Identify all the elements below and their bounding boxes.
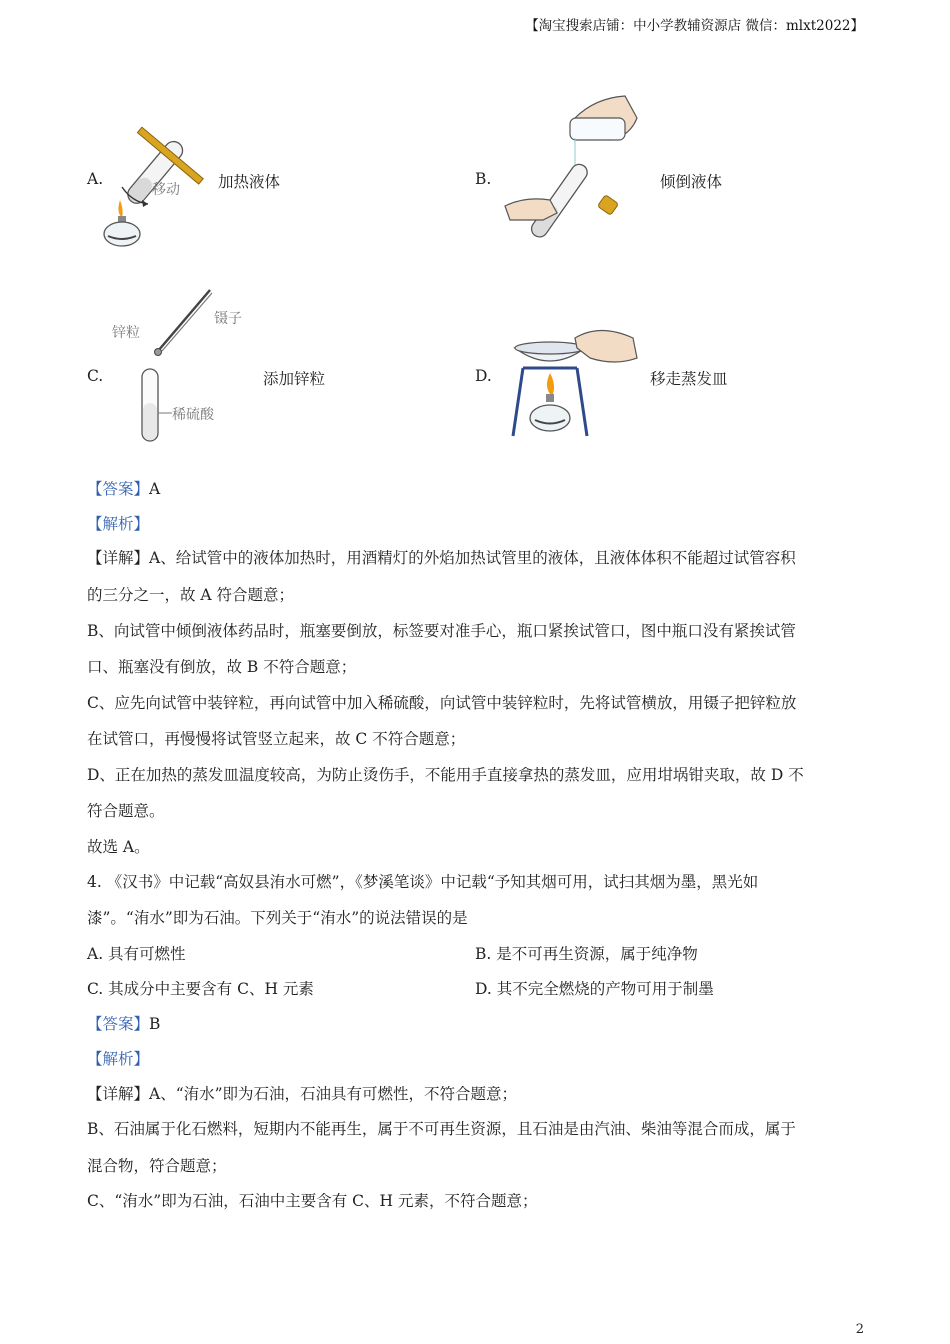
option-d-letter: D. — [475, 367, 492, 385]
q3-line-3: B、向试管中倾倒液体药品时，瓶塞要倒放，标签要对准手心，瓶口紧挨试管口，图中瓶口没有紧挨试管 — [87, 622, 796, 640]
q3-line-7: D、正在加热的蒸发皿温度较高，为防止烫伤手，不能用手直接拿热的蒸发皿，应用坩埚钳夹取，故 D 不 — [87, 766, 804, 784]
q4-option-b: B. 是不可再生资源，属于纯净物 — [475, 945, 698, 963]
image-label-zinc: 锌粒 — [112, 325, 140, 341]
option-b-letter: B. — [475, 170, 492, 188]
q3-answer-line — [87, 477, 160, 499]
q3-line-9: 故选 A。 — [87, 838, 150, 856]
q4-answer-line — [87, 1012, 160, 1034]
q4-option-d: D. 其不完全燃烧的产物可用于制墨 — [475, 980, 714, 998]
q3-line-4: 口、瓶塞没有倒放，故 B 不符合题意； — [87, 658, 357, 676]
q3-answer-tag: 【答案】 — [87, 480, 150, 498]
option-a-letter: A. — [87, 170, 104, 188]
removing-evaporating-dish-illustration — [505, 318, 645, 443]
pouring-liquid-illustration — [505, 88, 645, 248]
option-c-caption: 添加锌粒 — [263, 370, 326, 388]
option-a-caption: 加热液体 — [218, 173, 281, 191]
q3-analysis-tag: 【解析】 — [87, 515, 150, 533]
q3-answer-value: A — [149, 480, 161, 498]
q3-line-6: 在试管口，再慢慢将试管竖立起来，故 C 不符合题意； — [87, 730, 466, 748]
page-header: 【淘宝搜索店铺：中小学教辅资源店 微信：mlxt2022】 — [525, 18, 864, 34]
q4-option-a: A. 具有可燃性 — [87, 945, 186, 963]
image-label-dilute-sulfuric-acid: 稀硫酸 — [172, 407, 214, 423]
q3-line-1: 【详解】A、给试管中的液体加热时，用酒精灯的外焰加热试管里的液体，且液体体积不能超过试管容积 — [87, 549, 796, 567]
q4-line-1: 【详解】A、“洧水”即为石油，石油具有可燃性，不符合题意； — [87, 1085, 518, 1103]
option-c-letter: C. — [87, 367, 104, 385]
option-b-caption: 倾倒液体 — [660, 173, 723, 191]
q4-option-c: C. 其成分中主要含有 C、H 元素 — [87, 980, 314, 998]
q3-line-2: 的三分之一，故 A 符合题意； — [87, 586, 295, 604]
q4-analysis-tag: 【解析】 — [87, 1050, 150, 1068]
heating-liquid-illustration — [100, 132, 210, 252]
q4-stem-2: 漆”。“洧水”即为石油。下列关于“洧水”的说法错误的是 — [87, 909, 468, 927]
option-d-caption: 移走蒸发皿 — [650, 370, 728, 388]
image-label-move: 移动 — [152, 182, 180, 198]
q4-answer-value: B — [149, 1015, 161, 1033]
q4-line-4: C、“洧水”即为石油，石油中主要含有 C、H 元素，不符合题意； — [87, 1192, 538, 1210]
adding-zinc-illustration — [110, 285, 250, 445]
q4-line-2: B、石油属于化石燃料，短期内不能再生，属于不可再生资源，且石油是由汽油、柴油等混合而成，属于 — [87, 1120, 796, 1138]
image-label-tweezers: 镊子 — [214, 311, 242, 327]
q4-stem-1: 4. 《汉书》中记载“高奴县洧水可燃”，《梦溪笔谈》中记载“予知其烟可用，试扫其烟为墨，黑光如 — [87, 873, 759, 891]
q4-line-3: 混合物，符合题意； — [87, 1157, 227, 1175]
page-number: 2 — [855, 1322, 864, 1337]
q3-line-5: C、应先向试管中装锌粒，再向试管中加入稀硫酸，向试管中装锌粒时，先将试管横放，用镊子把锌粒放 — [87, 694, 797, 712]
q3-line-8: 符合题意。 — [87, 802, 165, 820]
q4-answer-tag: 【答案】 — [87, 1015, 150, 1033]
